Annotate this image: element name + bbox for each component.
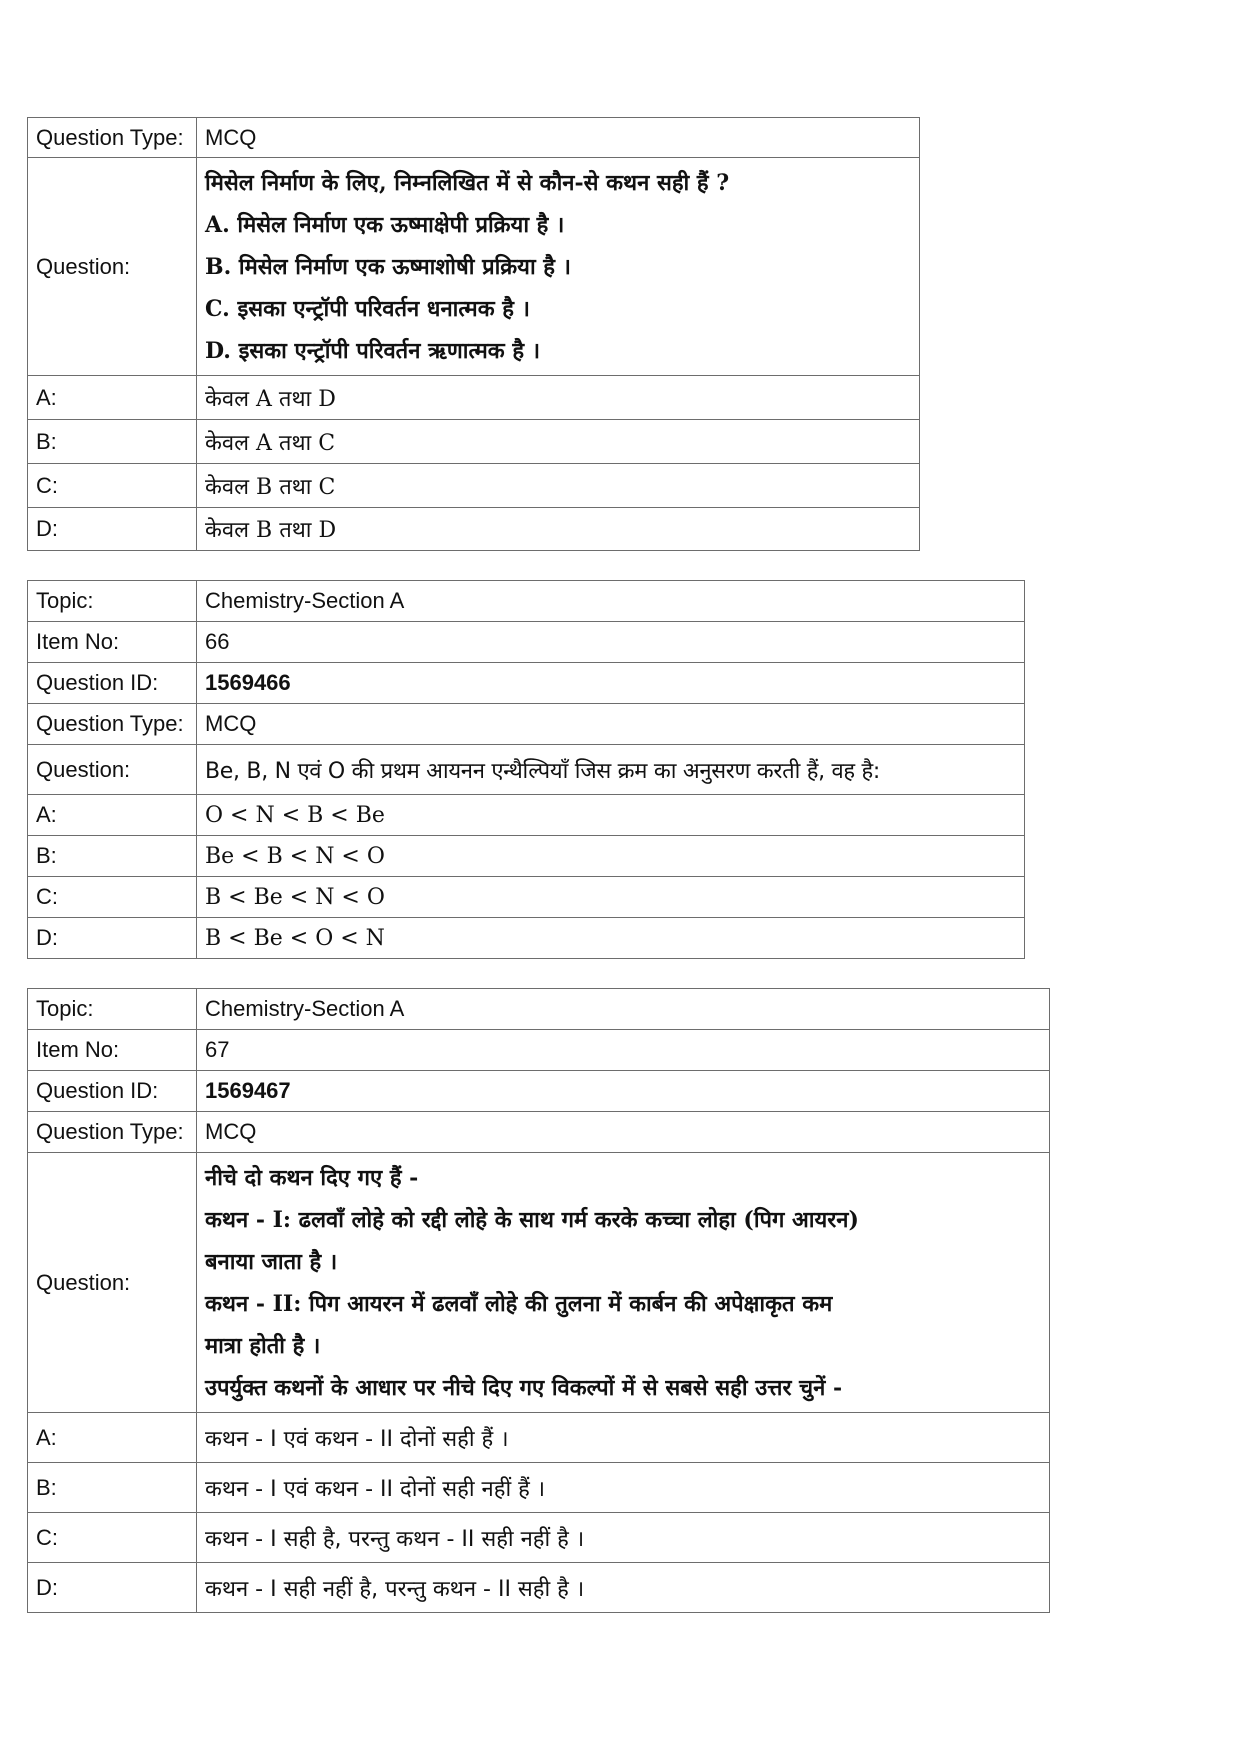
- question-label: Question:: [28, 1153, 197, 1413]
- item-no-row: [28, 1030, 1050, 1071]
- option-text: कथन - I सही है, परन्तु कथन - II सही नहीं है ।: [197, 1513, 1050, 1563]
- question-type-row: [28, 118, 920, 158]
- option-text: केवल B तथा C: [197, 464, 920, 508]
- item-no-row: [28, 622, 1025, 663]
- question-table-3: [27, 988, 1050, 1613]
- question-line: A. मिसेल निर्माण एक ऊष्माक्षेपी प्रक्रिया है ।: [205, 211, 565, 238]
- question-label: Question:: [28, 158, 197, 376]
- option-text: केवल A तथा D: [197, 376, 920, 420]
- option-row: [28, 877, 1025, 918]
- option-text: Be < B < N < O: [197, 836, 1025, 877]
- question-type-value: MCQ: [197, 1112, 1050, 1153]
- option-label: B:: [28, 420, 197, 464]
- item-no-label: Item No:: [28, 622, 197, 663]
- option-label: D:: [28, 508, 197, 551]
- option-label: D:: [28, 1563, 197, 1613]
- option-row: [28, 836, 1025, 877]
- option-label: A:: [28, 1413, 197, 1463]
- option-row: [28, 795, 1025, 836]
- option-text: कथन - I एवं कथन - II दोनों सही हैं ।: [197, 1413, 1050, 1463]
- topic-value: Chemistry-Section A: [197, 989, 1050, 1030]
- question-type-value: MCQ: [197, 118, 920, 158]
- option-label: C:: [28, 877, 197, 918]
- question-type-row: [28, 704, 1025, 745]
- question-label: Question:: [28, 745, 197, 795]
- question-text: Be, B, N एवं O की प्रथम आयनन एन्थैल्पियाँ जिस क्रम का अनुसरण करती हैं, वह है:: [197, 745, 1025, 795]
- topic-value: Chemistry-Section A: [197, 581, 1025, 622]
- question-row: [28, 158, 920, 376]
- topic-row: [28, 989, 1050, 1030]
- question-text: [197, 158, 920, 376]
- option-text: कथन - I एवं कथन - II दोनों सही नहीं हैं ।: [197, 1463, 1050, 1513]
- option-label: D:: [28, 918, 197, 959]
- question-type-value: MCQ: [197, 704, 1025, 745]
- option-row: [28, 1413, 1050, 1463]
- option-row: [28, 1563, 1050, 1613]
- item-no-value: 66: [197, 622, 1025, 663]
- question-line: मात्रा होती है ।: [205, 1332, 321, 1359]
- option-label: A:: [28, 376, 197, 420]
- question-table-2: [27, 580, 1025, 959]
- question-type-label: Question Type:: [28, 118, 197, 158]
- question-line: C. इसका एन्ट्रॉपी परिवर्तन धनात्मक है ।: [205, 295, 530, 322]
- question-row: [28, 745, 1025, 795]
- option-text: केवल A तथा C: [197, 420, 920, 464]
- option-row: [28, 420, 920, 464]
- question-line: कथन - II: पिग आयरन में ढलवाँ लोहे की तुलना में कार्बन की अपेक्षाकृत कम: [205, 1290, 833, 1317]
- option-row: [28, 1463, 1050, 1513]
- option-row: [28, 464, 920, 508]
- option-text: केवल B तथा D: [197, 508, 920, 551]
- option-row: [28, 508, 920, 551]
- question-id-value: 1569467: [197, 1071, 1050, 1112]
- question-line: उपर्युक्त कथनों के आधार पर नीचे दिए गए विकल्पों में से सबसे सही उत्तर चुनें -: [205, 1374, 843, 1401]
- question-table-1: [27, 117, 920, 551]
- question-line: बनाया जाता है ।: [205, 1248, 338, 1275]
- question-id-label: Question ID:: [28, 1071, 197, 1112]
- question-line: D. इसका एन्ट्रॉपी परिवर्तन ऋणात्मक है ।: [205, 337, 541, 364]
- question-type-label: Question Type:: [28, 1112, 197, 1153]
- question-id-label: Question ID:: [28, 663, 197, 704]
- item-no-label: Item No:: [28, 1030, 197, 1071]
- option-row: [28, 918, 1025, 959]
- question-type-row: [28, 1112, 1050, 1153]
- question-id-row: [28, 1071, 1050, 1112]
- option-row: [28, 1513, 1050, 1563]
- option-row: [28, 376, 920, 420]
- question-line: B. मिसेल निर्माण एक ऊष्माशोषी प्रक्रिया है ।: [205, 253, 571, 280]
- option-label: B:: [28, 1463, 197, 1513]
- question-line: कथन - I: ढलवाँ लोहे को रद्दी लोहे के साथ गर्म करके कच्चा लोहा (पिग आयरन): [205, 1206, 859, 1233]
- topic-label: Topic:: [28, 581, 197, 622]
- topic-row: [28, 581, 1025, 622]
- question-text: [197, 1153, 1050, 1413]
- option-text: कथन - I सही नहीं है, परन्तु कथन - II सही है ।: [197, 1563, 1050, 1613]
- option-label: C:: [28, 1513, 197, 1563]
- question-line: नीचे दो कथन दिए गए हैं -: [205, 1164, 419, 1191]
- item-no-value: 67: [197, 1030, 1050, 1071]
- question-row: [28, 1153, 1050, 1413]
- option-text: O < N < B < Be: [197, 795, 1025, 836]
- question-type-label: Question Type:: [28, 704, 197, 745]
- option-label: A:: [28, 795, 197, 836]
- topic-label: Topic:: [28, 989, 197, 1030]
- question-id-row: [28, 663, 1025, 704]
- option-text: B < Be < O < N: [197, 918, 1025, 959]
- question-line: मिसेल निर्माण के लिए, निम्नलिखित में से कौन-से कथन सही हैं ?: [205, 169, 730, 196]
- question-id-value: 1569466: [197, 663, 1025, 704]
- option-text: B < Be < N < O: [197, 877, 1025, 918]
- option-label: B:: [28, 836, 197, 877]
- option-label: C:: [28, 464, 197, 508]
